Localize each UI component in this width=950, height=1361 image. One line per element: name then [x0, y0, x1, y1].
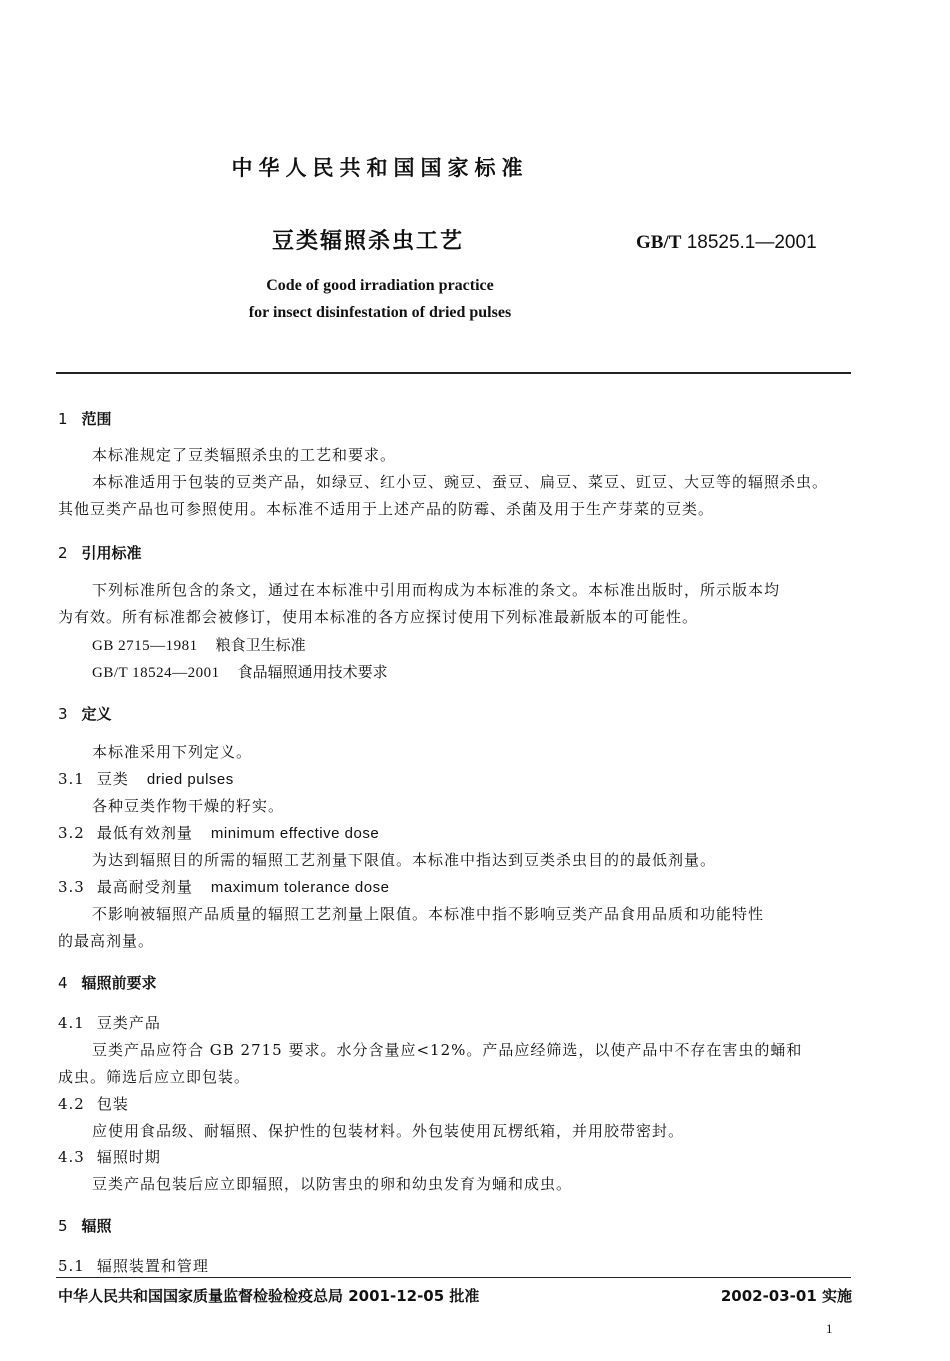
definition-text: 不影响被辐照产品质量的辐照工艺剂量上限值。本标准中指不影响豆类产品食用品质和功能特性	[92, 905, 765, 923]
clause-heading	[58, 1093, 129, 1114]
paragraph: 为有效。所有标准都会被修订，使用本标准的各方应探讨使用下列标准最新版本的可能性。	[58, 608, 699, 626]
clause-title: 辐照时期	[96, 1148, 161, 1166]
clause-number: 5.1	[58, 1257, 85, 1275]
english-title-line2: for insect disinfestation of dried pulses	[248, 304, 512, 321]
paragraph: 其他豆类产品也可参照使用。本标准不适用于上述产品的防霉、杀菌及用于生产芽菜的豆类。	[58, 500, 715, 518]
term-cn: 最低有效剂量	[96, 824, 193, 842]
clause-number: 4.3	[58, 1148, 85, 1166]
clause-title: 辐照装置和管理	[96, 1257, 209, 1275]
clause-heading	[58, 1255, 209, 1276]
standard-prefix: GB/T	[636, 232, 682, 253]
standard-number	[636, 232, 817, 254]
reference-name: 食品辐照通用技术要求	[237, 663, 388, 681]
term-cn: 最高耐受剂量	[96, 878, 193, 896]
section-title: 引用标准	[81, 544, 142, 562]
section-number: 1	[58, 410, 68, 428]
reference-code: GB/T 18524—2001	[92, 665, 220, 681]
section-number: 5	[58, 1217, 68, 1235]
effective-date: 2002-03-01 实施	[720, 1287, 852, 1305]
section-title: 辐照前要求	[81, 974, 157, 992]
section-title: 定义	[81, 705, 112, 723]
clause-number: 4.1	[58, 1014, 85, 1032]
reference-name: 粮食卫生标准	[215, 636, 306, 654]
reference-code: GB 2715—1981	[92, 638, 198, 654]
footer-divider	[56, 1277, 851, 1278]
paragraph: 豆类产品应符合 GB 2715 要求。水分含量应<12%。产品应经筛选，以使产品中不存在害虫的蛹和	[92, 1041, 803, 1059]
paragraph: 本标准采用下列定义。	[92, 743, 253, 761]
reference-item	[92, 661, 388, 682]
clause-heading	[58, 1146, 161, 1167]
reference-item	[92, 634, 306, 655]
approval-line: 中华人民共和国国家质量监督检验检疫总局 2001-12-05 批准	[58, 1287, 480, 1305]
section-4-heading	[58, 972, 157, 993]
definition-heading	[58, 822, 379, 843]
section-number: 2	[58, 544, 68, 562]
paragraph: 下列标准所包含的条文，通过在本标准中引用而构成为本标准的条文。本标准出版时，所示版本均	[92, 581, 781, 599]
paragraph: 豆类产品包装后应立即辐照，以防害虫的卵和幼虫发育为蛹和成虫。	[92, 1175, 573, 1193]
clause-title: 包装	[96, 1095, 129, 1113]
clause-title: 豆类产品	[96, 1014, 161, 1032]
section-1-heading	[58, 408, 112, 429]
paragraph: 应使用食品级、耐辐照、保护性的包装材料。外包装使用瓦楞纸箱，并用胶带密封。	[92, 1122, 685, 1140]
term-en: maximum tolerance dose	[210, 879, 390, 896]
section-5-heading	[58, 1215, 112, 1236]
document-title: 豆类辐照杀虫工艺	[272, 229, 465, 254]
clause-number: 3.3	[58, 878, 85, 896]
section-number: 4	[58, 974, 68, 992]
term-en: minimum effective dose	[210, 825, 380, 842]
clause-heading	[58, 1012, 161, 1033]
header-divider	[56, 372, 851, 374]
paragraph: 本标准适用于包装的豆类产品，如绿豆、红小豆、豌豆、蚕豆、扁豆、菜豆、豇豆、大豆等的辐照杀虫。	[92, 473, 829, 491]
clause-number: 4.2	[58, 1095, 85, 1113]
national-standard-heading: 中华人民共和国国家标准	[231, 156, 529, 180]
definition-text: 的最高剂量。	[58, 932, 155, 950]
definition-text: 各种豆类作物干燥的籽实。	[92, 797, 285, 815]
term-en: dried pulses	[146, 771, 234, 788]
definition-heading	[58, 876, 389, 897]
standard-code: 18525.1—2001	[686, 232, 817, 253]
paragraph: 成虫。筛选后应立即包装。	[58, 1068, 251, 1086]
section-number: 3	[58, 705, 68, 723]
definition-text: 为达到辐照目的所需的辐照工艺剂量下限值。本标准中指达到豆类杀虫目的的最低剂量。	[92, 851, 717, 869]
section-3-heading	[58, 703, 112, 724]
term-cn: 豆类	[96, 770, 129, 788]
definition-heading	[58, 768, 234, 789]
page-number: 1	[826, 1321, 833, 1336]
section-title: 辐照	[81, 1217, 112, 1235]
section-title: 范围	[81, 410, 112, 428]
paragraph: 本标准规定了豆类辐照杀虫的工艺和要求。	[92, 446, 397, 464]
clause-number: 3.1	[58, 770, 85, 788]
english-title-line1: Code of good irradiation practice	[266, 277, 494, 294]
clause-number: 3.2	[58, 824, 85, 842]
section-2-heading	[58, 542, 142, 563]
